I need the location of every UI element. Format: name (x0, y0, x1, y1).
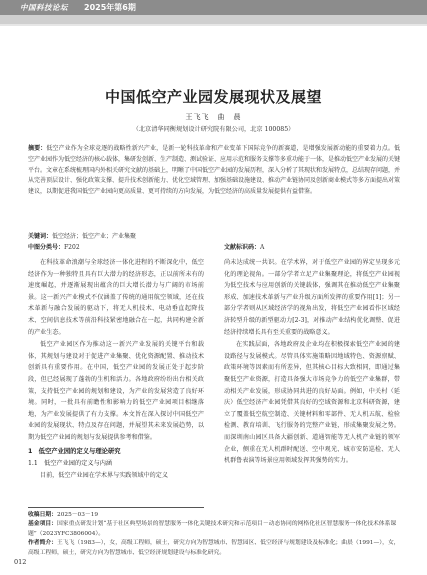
footnote-bio (28, 539, 400, 558)
footnote-received (28, 511, 400, 520)
received-value: 2025－03－19 (57, 512, 99, 518)
footnotes (28, 511, 400, 558)
journal-header-bar (0, 0, 427, 15)
body-paragraph: 低空产业园区作为推动这一新兴产业发展的关键平台和载体，其规划与建设对于促进产业集聚、优化资源配置、推动技术创新具有重要作用。在中国，低空产业园的发展正处于起步阶段，但已经展现了蓬勃的生机和活力。各地政府纷纷出台相关政策，支持低空产业园的规划和建设，为产业的发展营造了良好环境。同时，一批具有前瞻性和影响力的低空产业园项目相继落地，为产业发展提供了有力支撑。本文旨在深入探讨中国低空产业园的发展现状、特点及存在问题，并展望其未来发展趋势，以期为低空产业园的规划与发展提供参考和借鉴。 (28, 341, 204, 441)
body-paragraph: 目前，低空产业园在学术界与实践领域中的定义 (40, 471, 168, 479)
subsection-heading: 1.1 低空产业园的定义与内涵 (28, 459, 113, 467)
received-label: 收稿日期： (28, 512, 57, 518)
footnote-fund (28, 520, 400, 539)
issue-label: 2025年第6期 (84, 3, 136, 12)
clc-label: 中图分类号： (28, 244, 65, 251)
keywords (28, 231, 400, 240)
keywords-text: 低空经济；低空产业；产业集聚 (52, 233, 137, 240)
doc-code-value: A (260, 244, 265, 251)
body-paragraph: 尚未达成统一共识。在学术界，对于低空产业园的界定呈现多元化的理论视角。一部分学者立足产业集聚理论，将低空产业园视为低空技术与应用创新的关键载体，强调其在推动低空产业集聚形成、加速技术革新与产业升级方面所发挥的重要作用[1]；另一部分学者则从区域经济学的视角出发，将低空产业园看作区域经济转型升级的新型驱动力[2-3]，对推动产业结构优化调整、促进经济持续增长具有至关重要的战略意义。 (224, 259, 400, 336)
body-paragraph: 在实践层面，各地政府及企业均在积极探索低空产业园的建设路径与发展模式。尽管具体实施策略因地域特色、资源禀赋、政策环境等因素而有所差异，但其核心目标大致相同，即通过集聚低空产业资源，打造具备强大市场竞争力的低空产业集群，带动相关产业发展，形成协同共进的良好局面。例如，中关村（延庆）低空经济产业园凭借其良好的空域资源和北京科研资源，建立了覆盖低空航空制造、关键材料和零部件、无人机五航、检验检测、教育培训、飞行服务的完整产业链，形成集聚发展之势。而深圳南山园区具备大疆创新、道通智能等无人机产业链的领军企业，侧重在无人机群时配送、空中观光、城市安防巡检、无人机群鲁表演等场景应用领域发挥其强势的实力。 (224, 341, 400, 465)
bio-label: 作者简介： (28, 540, 57, 547)
article-affiliation: （北京清华同衡规划设计研究院有限公司，北京 100085） (132, 126, 295, 133)
bio-value: 王飞飞（1983—），女，高级工程师，硕士，研究方向为智慧城市、智慧园区、低空经济与规划建设及标准化；曲晨（1991—），女，高级工程师，硕士，研究方向为智慧城市、低空经济规划建设与标准化研究。 (28, 540, 400, 556)
abstract-label: 摘要： (28, 145, 47, 152)
article-authors: 王飞飞 曲 晨 (185, 113, 242, 121)
header-band (0, 15, 427, 24)
journal-name: 中国科技论坛 (20, 3, 68, 12)
document-code (224, 242, 264, 251)
fund-label: 基金项目： (28, 521, 57, 528)
section-heading: 1 低空产业园的定义与理论研究 (28, 447, 121, 455)
article-title: 中国低空产业园发展现状及展望 (104, 88, 322, 106)
keywords-label: 关键词： (28, 233, 53, 240)
abstract (28, 144, 400, 198)
footnote-rule (28, 507, 204, 508)
clc-value: F202 (64, 244, 80, 251)
body-paragraph: 在科技革命浪潮与全球经济一体化进程的不断深化中，低空经济作为一种独特且具有巨大潜力的经济形态，正以前所未有的速度崛起，并逐渐展现出蕴含的巨大增长潜力与广阔的市场前景。这一新兴产业模式不仅涵盖了传统的通用航空领域，还在技术革新与融合发展的驱动下，将无人机技术、电动垂直起降技术、空间信息技术等前沿科技紧密地融合在一起，共同构建全新的产业生态。 (28, 259, 204, 336)
fund-value: 国家重点研发计划“基于社区典型场景的智慧服务一体化关键技术研究和示范项目－动态协同的网格化社区智慧服务一体化技术体系课题”（2023YFC3806004）。 (28, 521, 397, 537)
doc-code-label: 文献标识码： (224, 244, 261, 251)
abstract-text: 低空产业作为全球竞逐的战略性新兴产业，是新一轮科技革命和产业变革下国际竞争的新赛道，是增强发展新动能的重要着力点。低空产业园作为低空经济的核心载体，集研发创新、生产制造、测试验证、应用示范和服务支撑等多重功能于一体，是推动低空产业发展的关键平台。文章在系统梳理国内外相关研究文献的基础上，明晰了中国低空产业园的发展历程，深入分析了其现状和发展特点，总结现存问题，并从完善顶层设计、强化政策支撑、提升技术创新能力、优化空域管理、加强基础设施建设、推动产业链协同及创新商业模式等多方面提出对策建议，以期促进我国低空产业园向更高质量、更可持续的方向发展，为低空经济的高质量发展提供有益借鉴。 (28, 145, 401, 196)
body-column-left (28, 257, 204, 482)
header-stripe (0, 24, 427, 26)
body-column-right (224, 257, 400, 468)
clc-number (28, 242, 80, 251)
page-number: 012 (14, 558, 27, 566)
